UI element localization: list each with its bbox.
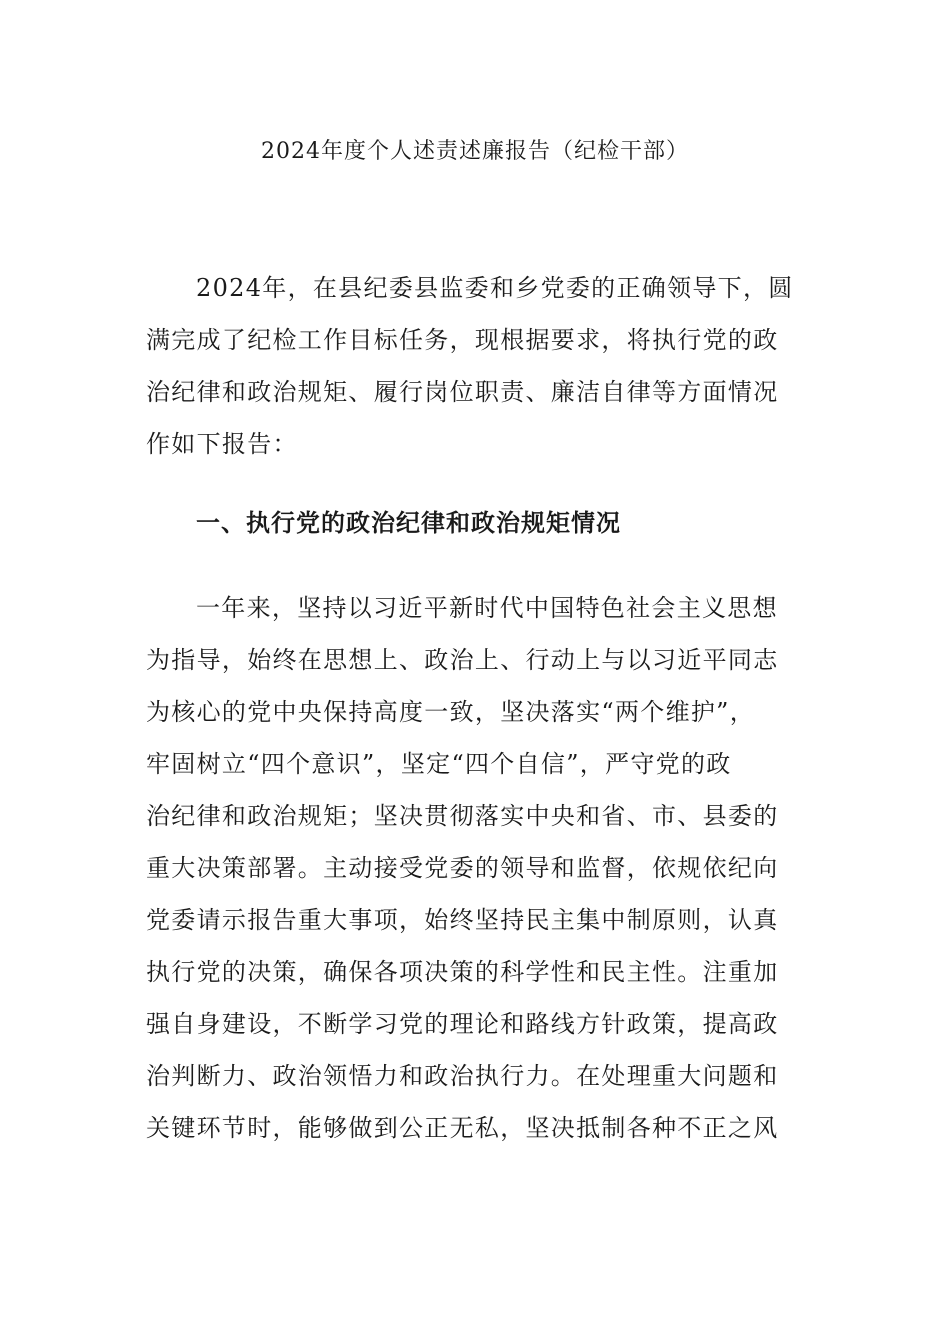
paragraph-line: 作如下报告： <box>146 430 298 458</box>
paragraph-line: 治纪律和政治规矩；坚决贯彻落实中央和省、市、县委的 <box>146 802 779 830</box>
paragraph-line: 满完成了纪检工作目标任务，现根据要求，将执行党的政 <box>146 326 779 354</box>
paragraph-line: 强自身建设，不断学习党的理论和路线方针政策，提高政 <box>146 1010 779 1038</box>
paragraph-line: 执行党的决策，确保各项决策的科学性和民主性。注重加 <box>146 958 779 986</box>
section-body-paragraph <box>146 582 806 1154</box>
paragraph-line: 党委请示报告重大事项，始终坚持民主集中制原则，认真 <box>146 906 779 934</box>
paragraph-line: 关键环节时，能够做到公正无私，坚决抵制各种不正之风 <box>146 1114 779 1142</box>
paragraph-line: 重大决策部署。主动接受党委的领导和监督，依规依纪向 <box>146 854 779 882</box>
paragraph-line: 为核心的党中央保持高度一致，坚决落实“两个维护”， <box>146 698 756 726</box>
paragraph-line: 2024年，在县纪委县监委和乡党委的正确领导下，圆 <box>196 274 794 302</box>
document-title: 2024年度个人述责述廉报告（纪检干部） <box>261 139 689 164</box>
paragraph-line: 治判断力、政治领悟力和政治执行力。在处理重大问题和 <box>146 1062 779 1090</box>
paragraph-line: 为指导，始终在思想上、政治上、行动上与以习近平同志 <box>146 646 779 674</box>
paragraph-line: 治纪律和政治规矩、履行岗位职责、廉洁自律等方面情况 <box>146 378 779 406</box>
paragraph-line: 一年来，坚持以习近平新时代中国特色社会主义思想 <box>196 594 778 622</box>
section-heading: 一、执行党的政治纪律和政治规矩情况 <box>196 508 621 537</box>
paragraph-line: 牢固树立“四个意识”，坚定“四个自信”，严守党的政 <box>146 750 732 778</box>
intro-paragraph <box>146 262 806 470</box>
